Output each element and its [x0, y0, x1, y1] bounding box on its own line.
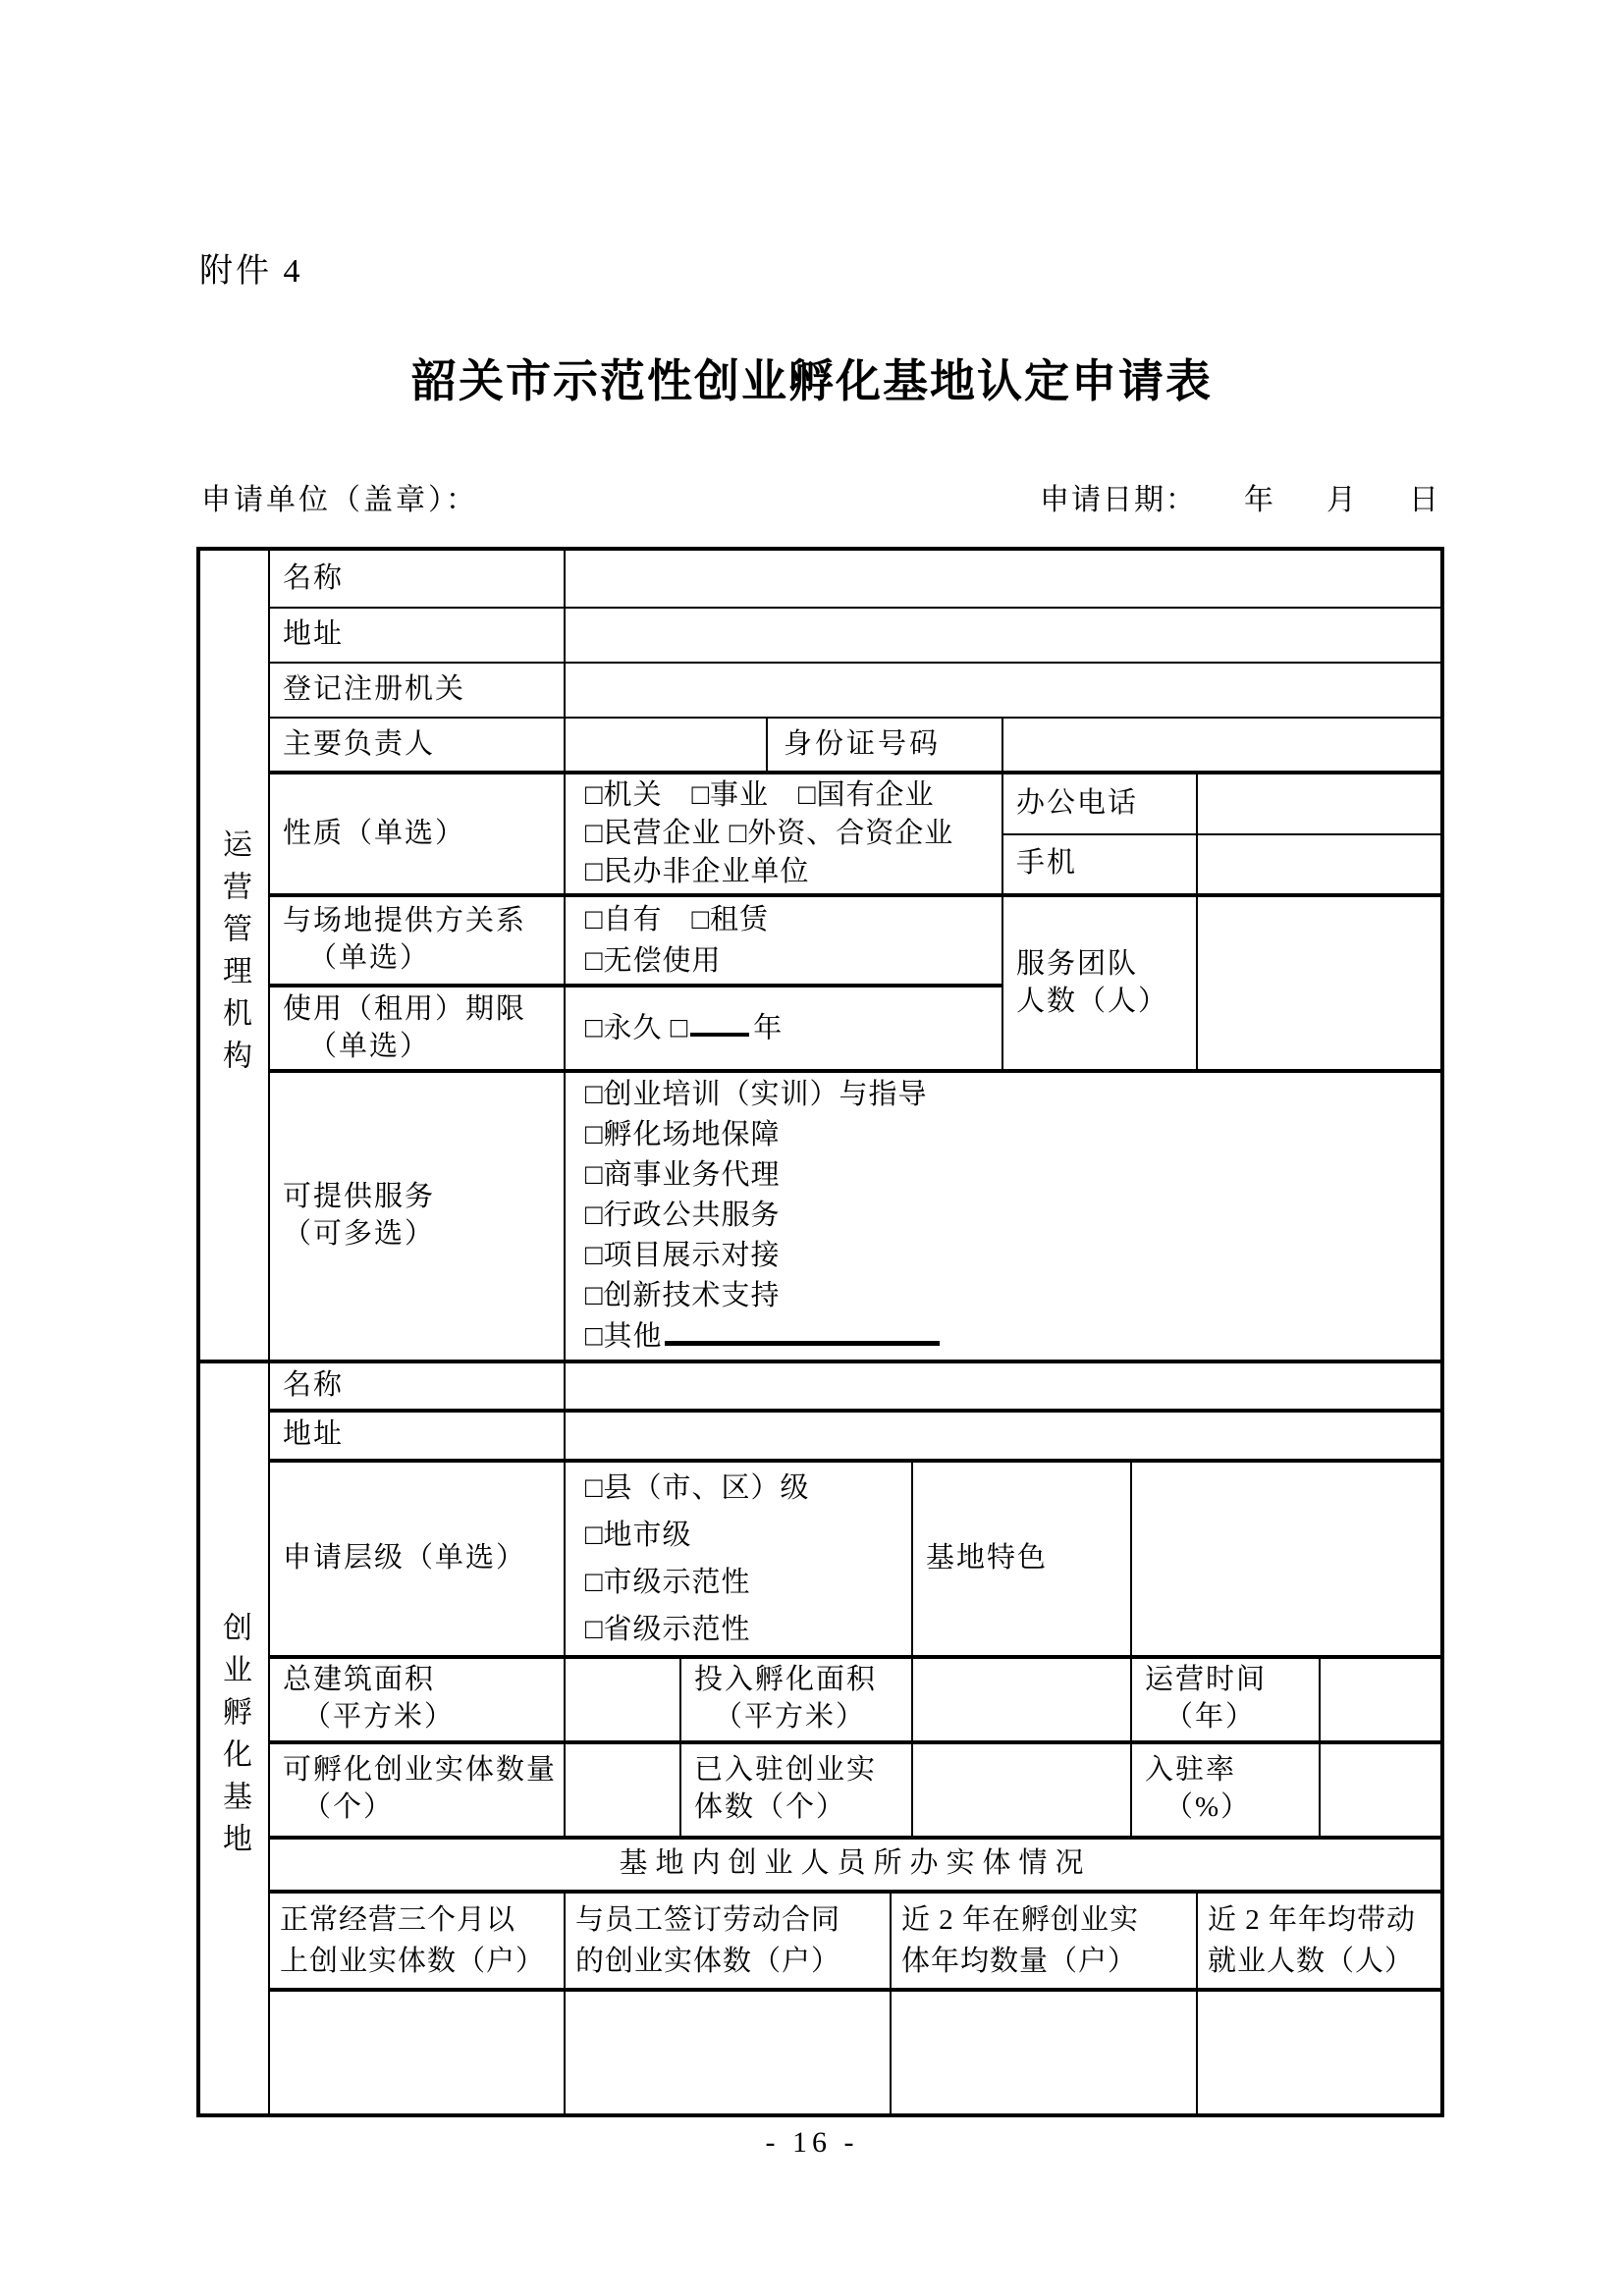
use-term-year-suffix: 年	[753, 1012, 784, 1044]
entity-col2-value-cell	[565, 1990, 891, 2115]
nature-options	[565, 773, 1002, 895]
page-title: 韶关市示范性创业孵化基地认定申请表	[411, 356, 1213, 406]
id-number-value-cell	[1002, 718, 1442, 773]
date-day-label: 日	[1409, 484, 1440, 516]
org-registration-label: 登记注册机关	[269, 663, 565, 718]
nature-option: □机关 □事业 □国有企业	[585, 779, 935, 811]
service-option: □商事业务代理	[585, 1159, 781, 1191]
principal-value-cell	[565, 718, 767, 773]
services-label: 可提供服务 （可多选）	[269, 1071, 565, 1362]
operation-time-label: 运营时间 （年）	[1131, 1657, 1320, 1742]
blank-underline	[690, 1009, 749, 1038]
capacity-value-cell	[565, 1742, 680, 1838]
principal-label: 主要负责人	[269, 718, 565, 773]
mobile-label: 手机	[1002, 834, 1197, 896]
entity-col3-value-cell	[891, 1990, 1197, 2115]
occupancy-rate-value-cell	[1320, 1742, 1442, 1838]
section1-side-label: 运营管理机构	[198, 549, 269, 1362]
site-option: □无偿使用	[585, 945, 722, 977]
apply-level-options	[565, 1461, 912, 1657]
site-relation-label: 与场地提供方关系 （单选）	[269, 895, 565, 986]
entity-col3-header: 近 2 年在孵创业实 体年均数量（户）	[891, 1892, 1197, 1990]
office-phone-label: 办公电话	[1002, 773, 1197, 834]
services-options	[565, 1071, 1442, 1362]
org-address-label: 地址	[269, 608, 565, 663]
total-area-value-cell	[565, 1657, 680, 1742]
base-feature-label: 基地特色	[912, 1461, 1131, 1657]
use-term-options	[565, 986, 1002, 1071]
settled-count-value-cell	[912, 1742, 1131, 1838]
applicant-seal-label: 申请单位（盖章）：	[201, 484, 478, 516]
application-date-line	[1040, 475, 1440, 518]
entity-situation-header: 基地内创业人员所办实体情况	[269, 1838, 1442, 1892]
base-address-value-cell	[565, 1411, 1442, 1461]
level-option: □市级示范性	[585, 1566, 751, 1598]
entity-col4-value-cell	[1197, 1990, 1442, 2115]
base-name-label: 名称	[269, 1362, 565, 1411]
office-phone-value-cell	[1197, 773, 1442, 834]
date-month-label: 月	[1326, 484, 1358, 516]
nature-option: □民办非企业单位	[585, 856, 810, 887]
id-number-label: 身份证号码	[767, 718, 1002, 773]
operation-time-value-cell	[1320, 1657, 1442, 1742]
site-relation-options	[565, 895, 1002, 986]
service-team-label: 服务团队 人数（人）	[1002, 895, 1197, 1071]
org-name-label: 名称	[269, 549, 565, 608]
service-option: □孵化场地保障	[585, 1119, 781, 1150]
service-option-other: □其他	[585, 1316, 1435, 1358]
org-registration-value-cell	[565, 663, 1442, 718]
entity-col1-value-cell	[269, 1990, 565, 2115]
blank-underline	[665, 1316, 940, 1346]
date-year-label: 年	[1244, 484, 1275, 516]
org-name-value-cell	[565, 549, 1442, 608]
base-address-label: 地址	[269, 1411, 565, 1461]
form-subhead	[201, 475, 1440, 518]
level-option: □省级示范性	[585, 1613, 751, 1645]
capacity-label: 可孵化创业实体数量 （个）	[269, 1742, 565, 1838]
use-term-label: 使用（租用）期限 （单选）	[269, 986, 565, 1071]
page-number: - 16 -	[765, 2126, 859, 2159]
entity-col4-header: 近 2 年年均带动 就业人数（人）	[1197, 1892, 1442, 1990]
service-option: □项目展示对接	[585, 1240, 781, 1271]
attachment-label: 附件 4	[199, 253, 303, 290]
entity-col1-header: 正常经营三个月以 上创业实体数（户）	[269, 1892, 565, 1990]
total-area-label: 总建筑面积 （平方米）	[269, 1657, 565, 1742]
entity-col2-header: 与员工签订劳动合同 的创业实体数（户）	[565, 1892, 891, 1990]
base-name-value-cell	[565, 1362, 1442, 1411]
level-option: □县（市、区）级	[585, 1471, 810, 1504]
settled-count-label: 已入驻创业实 体数（个）	[680, 1742, 912, 1838]
org-address-value-cell	[565, 608, 1442, 663]
service-option: □创新技术支持	[585, 1280, 781, 1311]
incubation-area-value-cell	[912, 1657, 1131, 1742]
occupancy-rate-label: 入驻率 （%）	[1131, 1742, 1320, 1838]
application-form-table	[196, 547, 1444, 2117]
section2-side-label: 创业孵化基地	[198, 1362, 269, 2115]
level-option: □地市级	[585, 1519, 692, 1551]
site-option: □自有 □租赁	[585, 904, 770, 935]
date-label: 申请日期：	[1040, 484, 1197, 516]
apply-level-label: 申请层级（单选）	[269, 1461, 565, 1657]
incubation-area-label: 投入孵化面积 （平方米）	[680, 1657, 912, 1742]
base-feature-value-cell	[1131, 1461, 1442, 1657]
service-team-value-cell	[1197, 895, 1442, 1071]
nature-label: 性质（单选）	[269, 773, 565, 895]
nature-option: □民营企业 □外资、合资企业	[585, 818, 954, 849]
service-option: □行政公共服务	[585, 1200, 781, 1231]
service-option: □创业培训（实训）与指导	[585, 1079, 928, 1110]
mobile-value-cell	[1197, 834, 1442, 896]
use-term-option: □永久 □	[585, 1012, 689, 1044]
